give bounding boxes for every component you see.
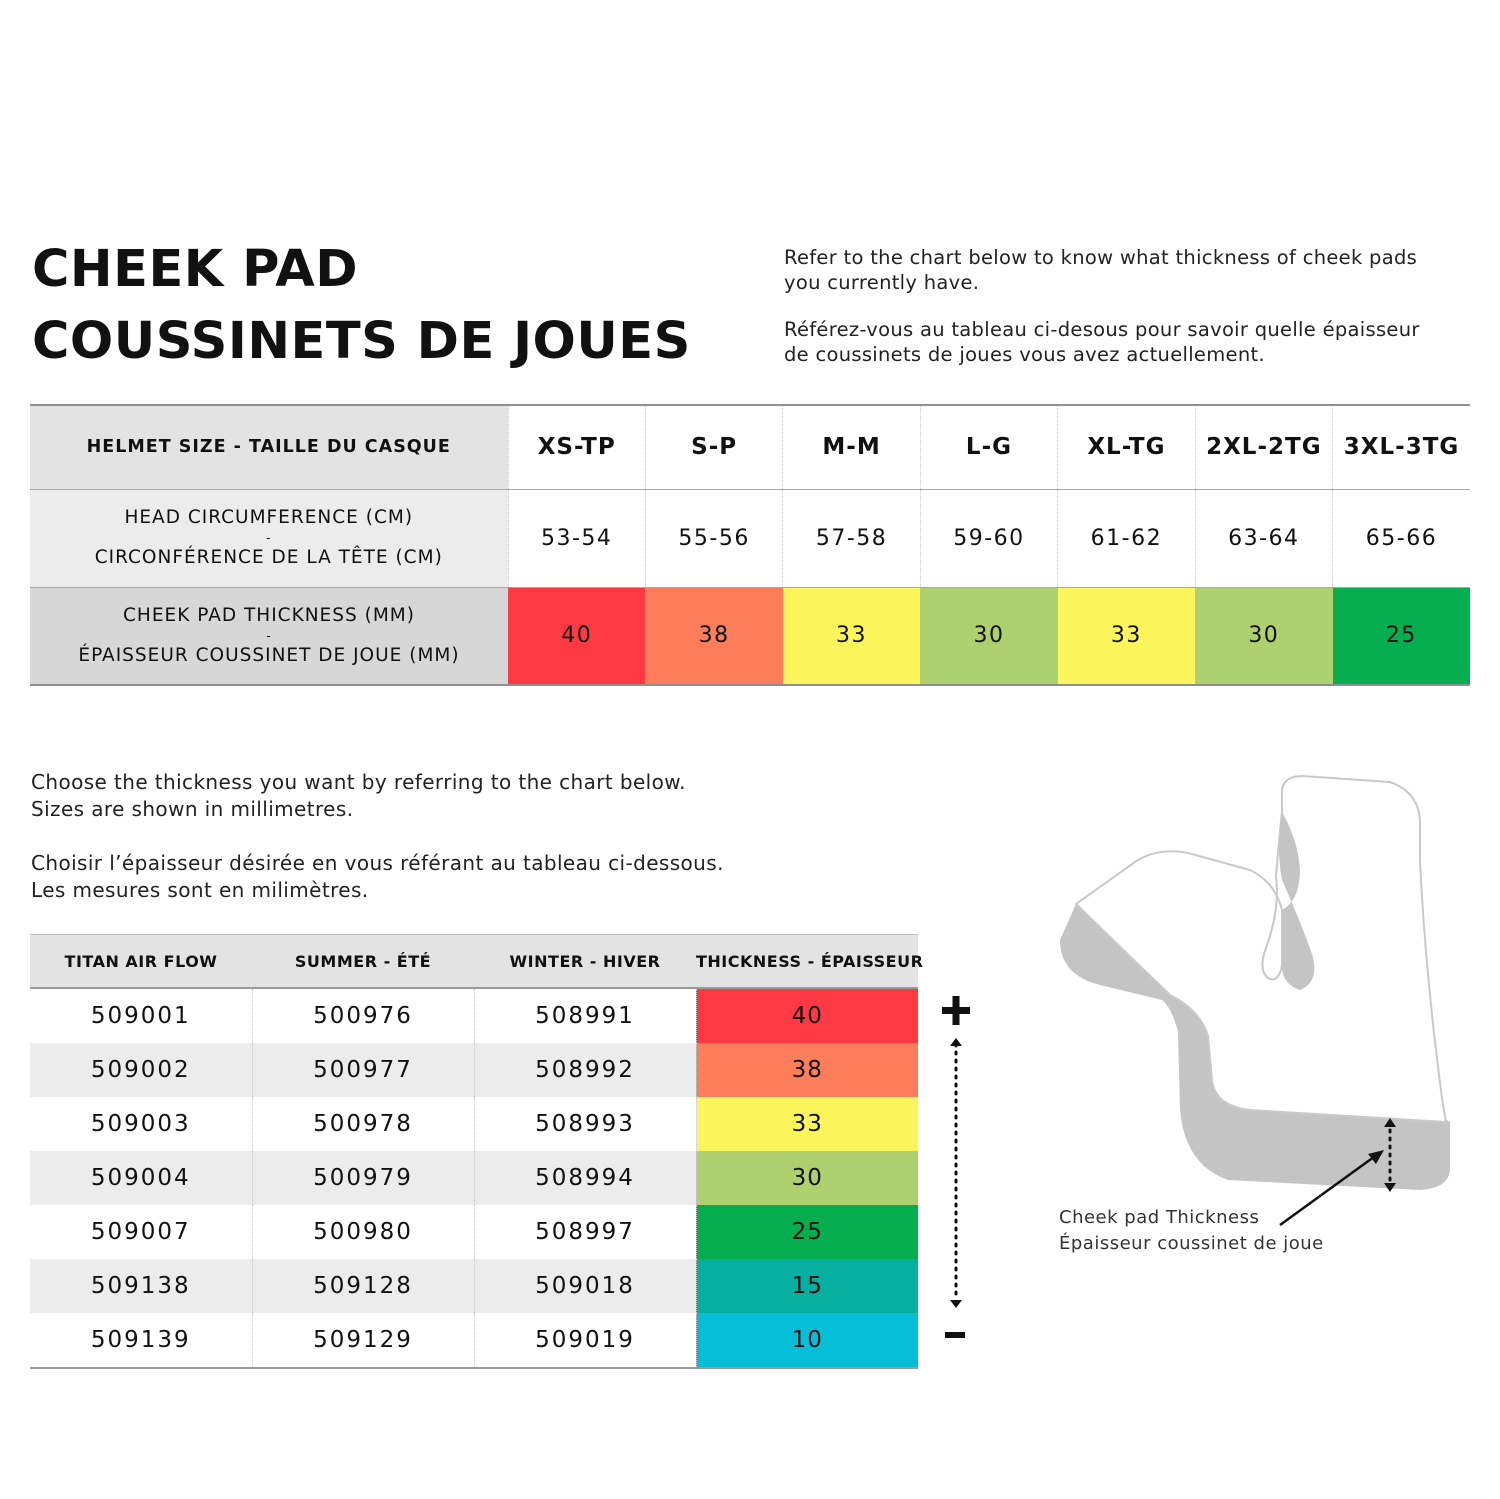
head-circumference-label bbox=[30, 489, 508, 587]
header-winter: WINTER - HIVER bbox=[474, 935, 696, 989]
summer-cell: 500980 bbox=[252, 1205, 474, 1259]
head-circumference-cell: 61-62 bbox=[1058, 489, 1195, 587]
table-row bbox=[30, 988, 918, 1043]
reference-header-row bbox=[30, 935, 918, 989]
summer-cell: 509129 bbox=[252, 1313, 474, 1368]
intro-text bbox=[784, 245, 1484, 367]
head-circumference-cell: 65-66 bbox=[1333, 489, 1470, 587]
helmet-size-label: HELMET SIZE - TAILLE DU CASQUE bbox=[30, 405, 508, 489]
summer-cell: 509128 bbox=[252, 1259, 474, 1313]
minus-icon bbox=[945, 1332, 965, 1338]
titan-cell: 509138 bbox=[30, 1259, 252, 1313]
winter-cell: 508991 bbox=[474, 988, 696, 1043]
caption-fr: Épaisseur coussinet de joue bbox=[1059, 1233, 1324, 1254]
winter-cell: 508997 bbox=[474, 1205, 696, 1259]
thickness-cell: 38 bbox=[696, 1043, 918, 1097]
intro-fr: Référez-vous au tableau ci-desous pour savoir quelle épaisseur de coussinets de joues vous avez actuellement. bbox=[784, 318, 1420, 366]
header-summer: SUMMER - ÉTÉ bbox=[252, 935, 474, 989]
choose-fr: Choisir l’épaisseur désirée en vous référant au tableau ci-dessous. Les mesures sont en milimètres. bbox=[31, 851, 724, 902]
titan-cell: 509003 bbox=[90, 1111, 191, 1137]
title-line-2: COUSSINETS DE JOUES bbox=[32, 312, 691, 371]
thick-label-fr: ÉPAISSEUR COUSSINET DE JOUE (MM) bbox=[78, 644, 460, 666]
thickness-cell: 30 bbox=[696, 1151, 918, 1205]
head-label-fr: CIRCONFÉRENCE DE LA TÊTE (CM) bbox=[94, 547, 443, 568]
summer-cell: 500977 bbox=[252, 1043, 474, 1097]
choose-text bbox=[31, 769, 831, 904]
head-label-en: HEAD CIRCUMFERENCE (CM) bbox=[124, 507, 414, 528]
winter-cell: 508994 bbox=[474, 1151, 696, 1205]
size-l-g: L-G bbox=[920, 405, 1057, 489]
summer-cell: 500979 bbox=[252, 1151, 474, 1205]
head-circumference-cell: 59-60 bbox=[920, 489, 1057, 587]
choose-en: Choose the thickness you want by referring to the chart below. Sizes are shown in millimetres. bbox=[31, 770, 686, 821]
thickness-cell: 33 bbox=[696, 1097, 918, 1151]
size-s-p: S-P bbox=[645, 405, 782, 489]
table-row bbox=[30, 1151, 918, 1205]
thickness-row bbox=[30, 587, 1470, 685]
figure-caption bbox=[1059, 1205, 1324, 1257]
size-m-m: M-M bbox=[783, 405, 920, 489]
titan-cell: 509004 bbox=[30, 1151, 252, 1205]
size-row bbox=[30, 405, 1470, 489]
label-separator: - bbox=[266, 531, 272, 545]
table-row bbox=[30, 1313, 918, 1368]
titan-cell: 509002 bbox=[30, 1043, 252, 1097]
size-2xl-2tg: 2XL-2TG bbox=[1195, 405, 1332, 489]
titan-cell: 509139 bbox=[90, 1327, 191, 1353]
titan-cell: 509007 bbox=[90, 1219, 191, 1245]
table-row bbox=[30, 1043, 918, 1097]
thickness-cell: 30 bbox=[1195, 587, 1332, 685]
winter-cell: 509019 bbox=[474, 1313, 696, 1368]
size-3xl-3tg: 3XL-3TG bbox=[1333, 405, 1470, 489]
head-circumference-row bbox=[30, 489, 1470, 587]
plus-icon bbox=[942, 996, 970, 1025]
table-row bbox=[30, 1259, 918, 1313]
winter-cell: 508993 bbox=[474, 1097, 696, 1151]
thickness-cell: 10 bbox=[696, 1313, 918, 1368]
thickness-scale bbox=[940, 994, 974, 1364]
thickness-cell: 25 bbox=[696, 1205, 918, 1259]
dotted-double-arrow-icon bbox=[950, 1038, 962, 1308]
intro-en: Refer to the chart below to know what thickness of cheek pads you currently have. bbox=[784, 246, 1418, 294]
title-line-1: CHEEK PAD bbox=[32, 240, 359, 299]
winter-cell: 508992 bbox=[474, 1043, 696, 1097]
size-table bbox=[30, 404, 1470, 686]
size-xl-tg: XL-TG bbox=[1058, 405, 1195, 489]
caption-en: Cheek pad Thickness bbox=[1059, 1207, 1260, 1228]
reference-table bbox=[30, 934, 924, 1369]
thickness-cell: 25 bbox=[1333, 587, 1470, 685]
thickness-label bbox=[30, 587, 508, 685]
thickness-cell: 30 bbox=[920, 587, 1057, 685]
summer-cell: 500976 bbox=[252, 988, 474, 1043]
head-circumference-cell: 55-56 bbox=[645, 489, 782, 587]
thickness-cell: 40 bbox=[696, 988, 918, 1043]
table-row bbox=[30, 1205, 918, 1259]
cheek-pad-diagram-icon bbox=[1050, 770, 1470, 1210]
label-separator: - bbox=[266, 628, 272, 643]
header-thickness: THICKNESS - ÉPAISSEUR bbox=[696, 935, 918, 989]
summer-cell: 500978 bbox=[252, 1097, 474, 1151]
thickness-cell: 15 bbox=[696, 1259, 918, 1313]
thickness-cell: 33 bbox=[783, 587, 920, 685]
size-xs-tp: XS-TP bbox=[508, 405, 645, 489]
thickness-cell: 33 bbox=[1058, 587, 1195, 685]
winter-cell: 509018 bbox=[474, 1259, 696, 1313]
header-titan-air-flow: TITAN AIR FLOW bbox=[30, 935, 252, 989]
titan-cell: 509001 bbox=[90, 1003, 191, 1029]
head-circumference-cell: 57-58 bbox=[783, 489, 920, 587]
table-row bbox=[30, 1097, 918, 1151]
thick-label-en: CHEEK PAD THICKNESS (MM) bbox=[123, 604, 415, 626]
thickness-cell: 40 bbox=[508, 587, 645, 685]
head-circumference-cell: 53-54 bbox=[508, 489, 645, 587]
head-circumference-cell: 63-64 bbox=[1195, 489, 1332, 587]
thickness-cell: 38 bbox=[645, 587, 782, 685]
